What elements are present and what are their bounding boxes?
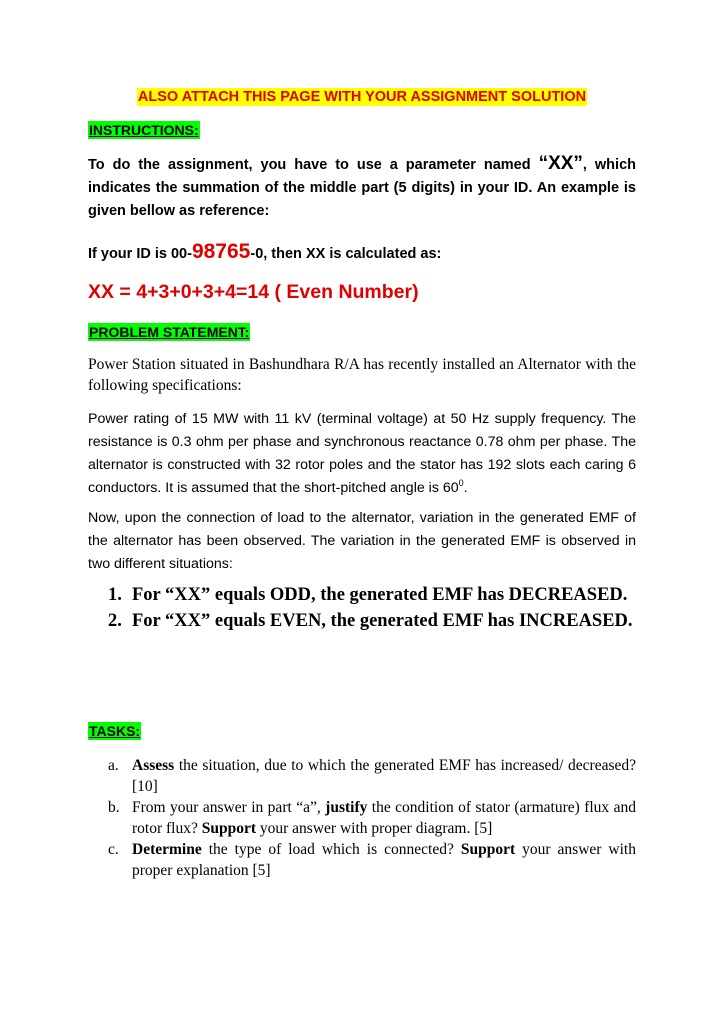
xx-formula: XX = 4+3+0+3+4=14 ( Even Number)	[88, 281, 419, 303]
emf-cases-list	[108, 583, 636, 633]
attach-page-banner: ALSO ATTACH THIS PAGE WITH YOUR ASSIGNMENT SOLUTION	[137, 89, 587, 105]
id-example-line: If your ID is 00-98765-0, then XX is calculated as:	[88, 240, 442, 263]
list-item: 1. For “XX” equals ODD, the generated EMF has DECREASED.	[108, 585, 628, 605]
tasks-list	[108, 755, 636, 881]
id-middle-digits: 98765	[191, 240, 251, 263]
list-item: a. Assess the situation, due to which the generated EMF has increased/ decreased? [10]	[108, 757, 636, 795]
instructions-heading: INSTRUCTIONS:	[89, 122, 199, 138]
problem-paragraph-2: Power rating of 15 MW with 11 kV (terminal voltage) at 50 Hz supply frequency. The resistance is 0.3 ohm per phase and synchronous reactance 0.78 ohm per phase. The alternator is constructed with 32 rotor poles and the stator has 192 slots each caring 6 conductors. It is assumed that the short-pitched angle is $60^0$.	[88, 411, 636, 496]
problem-paragraph-3: Now, upon the connection of load to the alternator, variation in the generated EMF of the alternator has been observed. The variation in the generated EMF is observed in two different situations:	[88, 510, 636, 572]
list-item: c. Determine the type of load which is connected? Support your answer with proper explanation [5]	[108, 841, 636, 879]
problem-statement-heading: PROBLEM STATEMENT:	[89, 324, 250, 340]
list-item: b. From your answer in part “a”, justify the condition of stator (armature) flux and rotor flux? Support your answer with proper diagram. [5]	[108, 799, 636, 837]
tasks-heading: TASKS:	[89, 723, 141, 739]
instructions-intro: To do the assignment, you have to use a parameter named “XX”, which indicates the summation of the middle part (5 digits) in your ID. An example is given bellow as reference:	[88, 153, 636, 219]
list-item: 2. For “XX” equals EVEN, the generated EMF has INCREASED.	[108, 610, 633, 631]
problem-paragraph-1: Power Station situated in Bashundhara R/A has recently installed an Alternator with the following specifications:	[88, 356, 636, 394]
